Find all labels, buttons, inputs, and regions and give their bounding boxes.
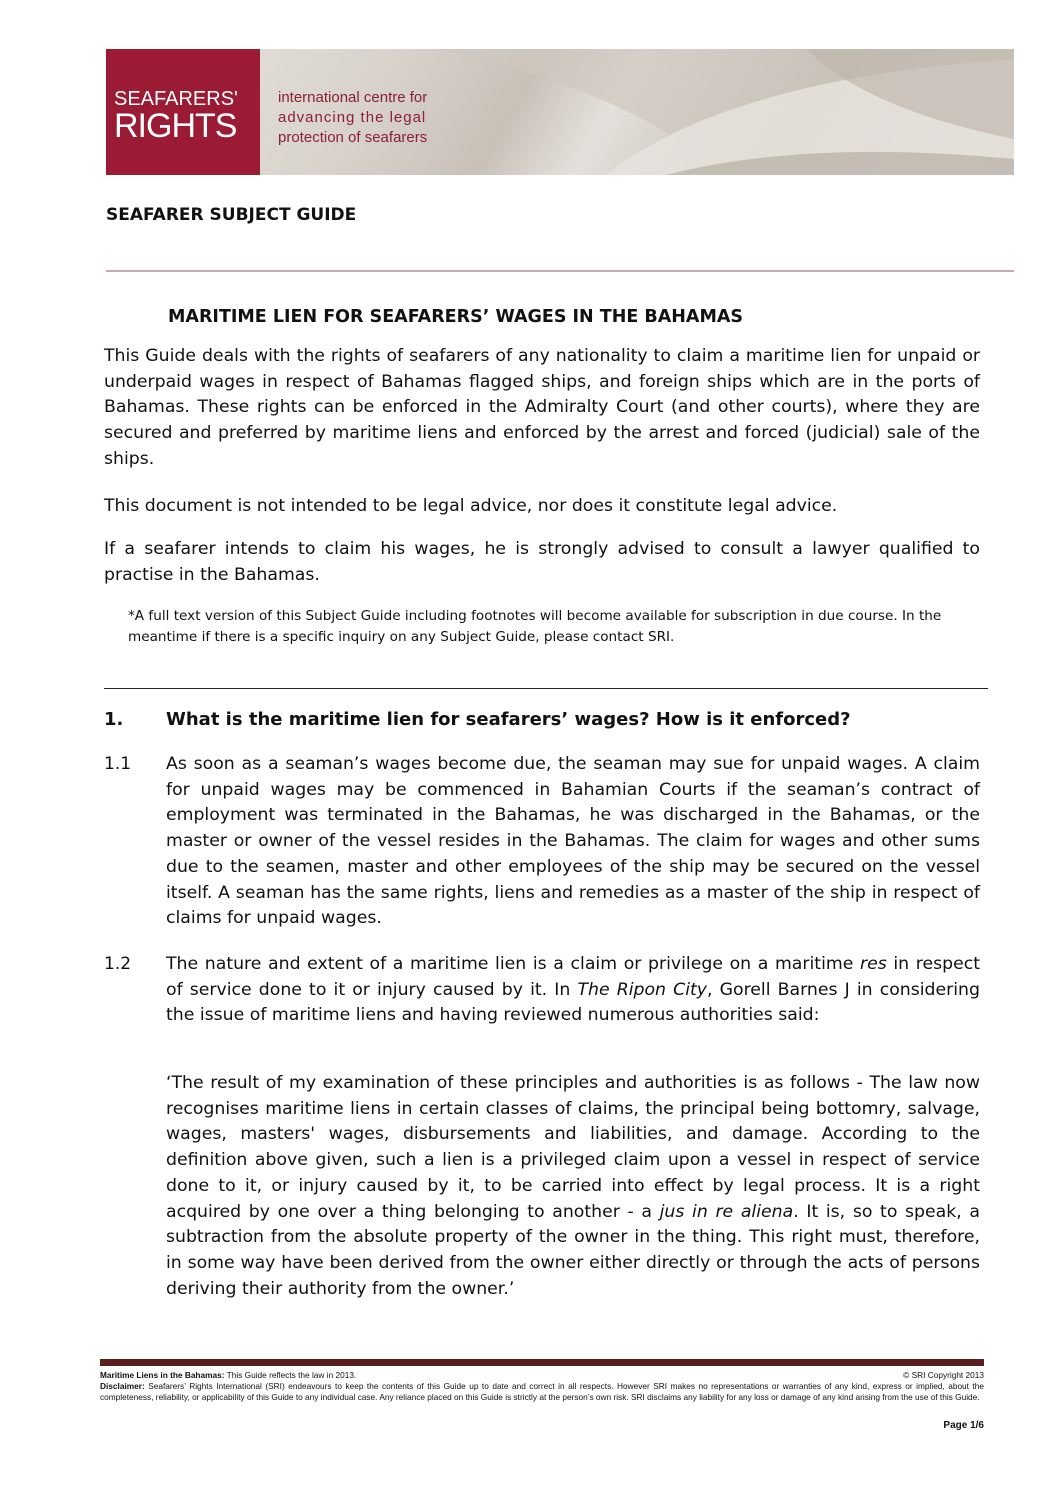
header-banner xyxy=(106,49,1014,175)
tagline xyxy=(278,88,427,148)
intro-paragraph: If a seafarer intends to claim his wages, he is strongly advised to consult a lawyer qualified to practise in the Bahamas. xyxy=(104,539,980,585)
tagline-line: advancing the legal xyxy=(278,109,427,126)
text-italic: jus in re aliena xyxy=(659,1201,794,1222)
section-number: 1. xyxy=(104,709,124,730)
intro-paragraph: This document is not intended to be legal advice, nor does it constitute legal advice. xyxy=(104,496,838,516)
disclaimer-text: Seafarers’ Rights International (SRI) endeavours to keep the contents of this Guide up to date and correct in all respects. However SRI makes no representations or warranties of any kind, express or implied, about the completeness, reliability, or applicability of this Guide to any individual case. Any reliance placed on this Guide is strictly at the person’s own risk. SRI disclaims any liability for any loss or damage of any kind arising from the use of this Guide. xyxy=(100,1381,984,1403)
divider xyxy=(106,270,1014,272)
item-number: 1.1 xyxy=(104,754,132,774)
footer-title-line xyxy=(100,1370,984,1381)
text-run: . It is, so to speak, a subtraction from the absolute property of the owner in the thing. This right must, therefore, in some way have been derived from the owner either directly or through the acts of persons deriving their authority from the owner.’ xyxy=(166,1201,980,1299)
sri-logo xyxy=(106,49,260,175)
disclaimer xyxy=(100,1381,984,1403)
text-run: The nature and extent of a maritime lien is a claim or privilege on a maritime xyxy=(166,954,860,974)
section-title: What is the maritime lien for seafarers’ wages? How is it enforced? xyxy=(166,709,851,730)
tagline-line: protection of seafarers xyxy=(278,129,428,146)
footer xyxy=(100,1370,984,1404)
logo-line1: SEAFARERS' xyxy=(114,88,238,110)
item-number: 1.2 xyxy=(104,954,132,974)
subject-guide-label: SEAFARER SUBJECT GUIDE xyxy=(106,205,357,225)
divider xyxy=(104,688,988,689)
text-italic: res xyxy=(859,954,887,974)
disclaimer-label: Disclaimer: xyxy=(100,1381,145,1392)
page-number: Page 1/6 xyxy=(943,1420,984,1431)
copyright: © SRI Copyright 2013 xyxy=(903,1370,984,1380)
text-run: , Gorell Barnes J in considering the issue of maritime liens and having reviewed numerous authorities said: xyxy=(166,979,980,1026)
block-quote xyxy=(166,1071,980,1302)
page-title: MARITIME LIEN FOR SEAFARERS’ WAGES IN THE BAHAMAS xyxy=(168,307,744,327)
subscription-note: *A full text version of this Subject Guide including footnotes will become available for subscription in due course. In the meantime if there is a specific inquiry on any Subject Guide, please contact SRI. xyxy=(128,608,942,645)
text-run: ‘The result of my examination of these principles and authorities is as follows - The law now recognises maritime liens in certain classes of claims, the principal being bottomry, salvage, wages, masters' wages, disbursements and liabilities, and damage. According to the definition above given, such a lien is a privileged claim upon a vessel in respect of service done to it, or injury caused by it, to be carried into effect by legal process. It is a right acquired by one over a thing belonging to another - a xyxy=(166,1073,980,1222)
footer-bar xyxy=(100,1359,984,1366)
tagline-line: international centre for xyxy=(278,89,428,106)
intro-paragraph: This Guide deals with the rights of seafarers of any nationality to claim a maritime lien for unpaid or underpaid wages in respect of Bahamas flagged ships, and foreign ships which are in the ports of Bahamas. These rights can be enforced in the Admiralty Court (and other courts), where they are secured and preferred by maritime liens and enforced by the arrest and forced (judicial) sale of the ships. xyxy=(104,346,980,469)
footer-title-rest: This Guide reflects the law in 2013. xyxy=(224,1370,357,1380)
logo-line2: RIGHTS xyxy=(114,107,237,145)
footer-title: Maritime Liens in the Bahamas: xyxy=(100,1370,225,1380)
item-text: As soon as a seaman’s wages become due, the seaman may sue for unpaid wages. A claim for unpaid wages may be commenced in Bahamian Courts if the seaman’s contract of employment was terminated in the Bahamas, he was discharged in the Bahamas, or the master or owner of the vessel resides in the Bahamas. The claim for wages and other sums due to the seamen, master and other employees of the ship may be secured on the vessel itself. A seaman has the same rights, liens and remedies as a master of the ship in respect of claims for unpaid wages. xyxy=(166,754,980,929)
item-text xyxy=(166,952,980,1029)
text-run: in respect of service done to it or injury caused by it. In xyxy=(166,954,980,1000)
case-name: The Ripon City xyxy=(577,979,707,1000)
